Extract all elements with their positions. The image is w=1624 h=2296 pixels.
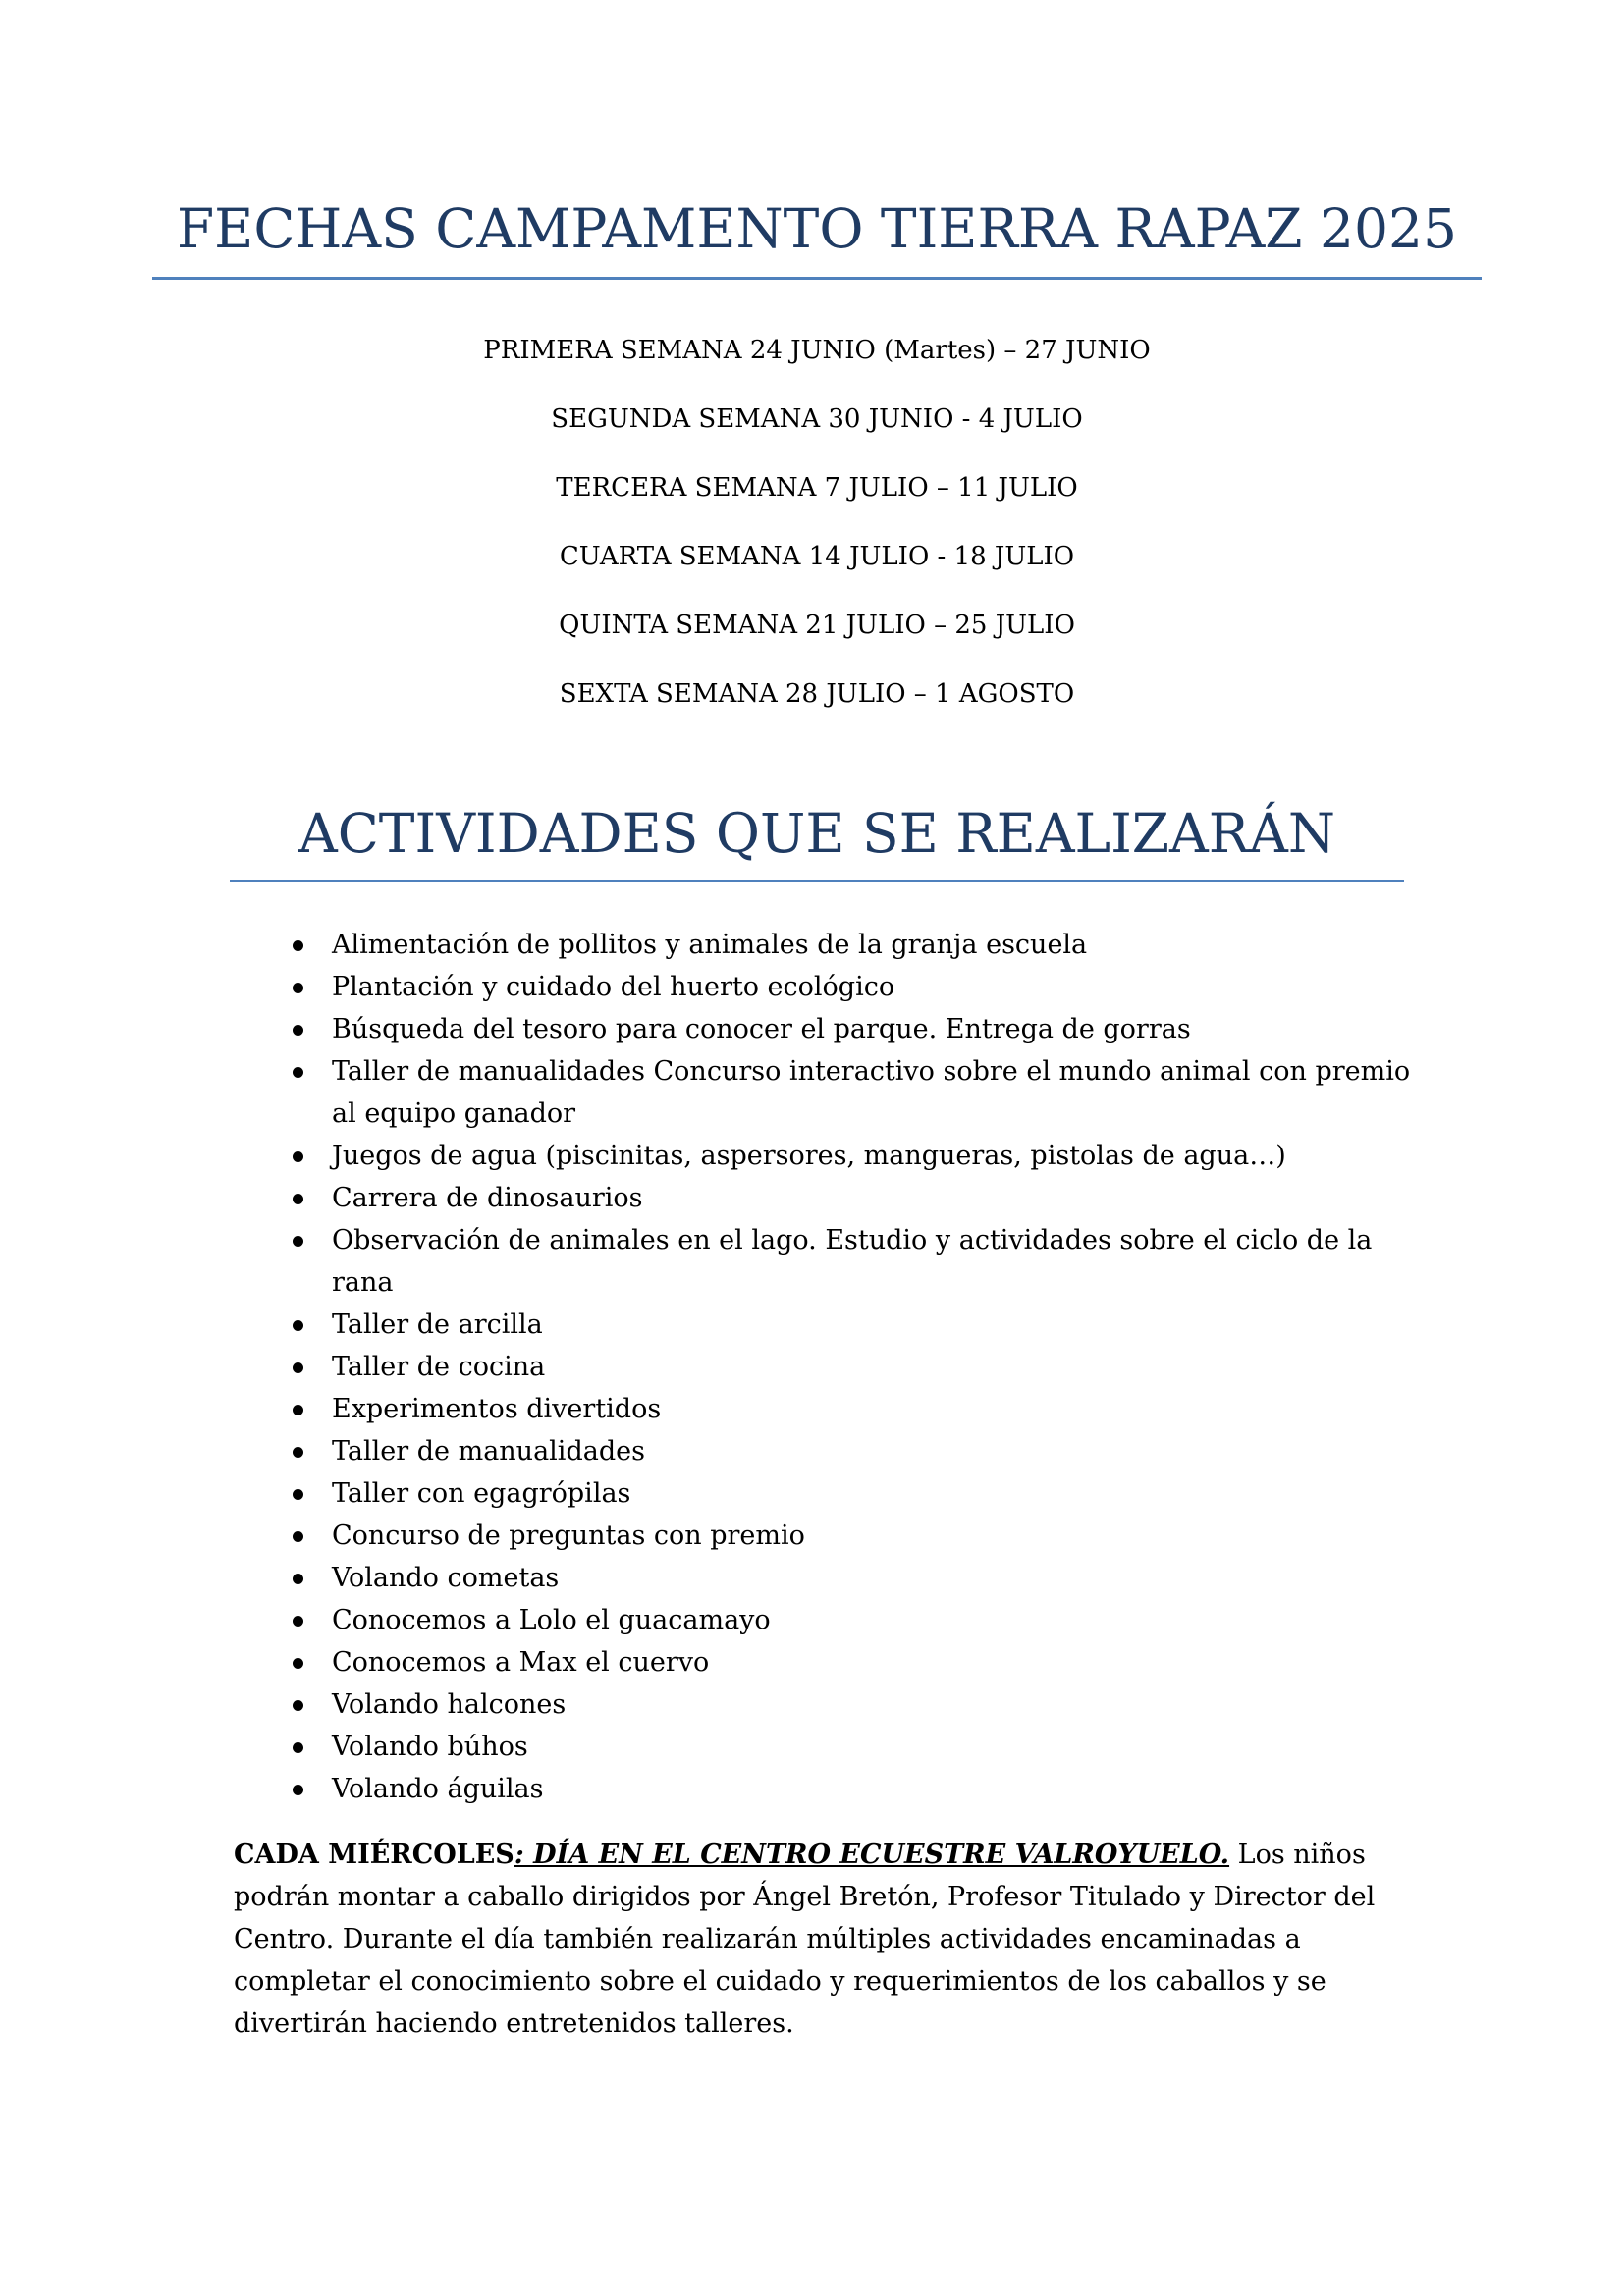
activity-item [234, 1599, 1412, 1641]
week-item: QUINTA SEMANA 21 JULIO – 25 JULIO [559, 611, 1075, 640]
bullet-icon [293, 1067, 303, 1078]
activity-item [234, 1177, 1412, 1219]
activity-label: Búsqueda del tesoro para conocer el parque. Entrega de gorras [332, 1014, 1191, 1044]
bullet-icon [293, 940, 303, 951]
activity-label: Conocemos a Max el cuervo [332, 1647, 710, 1678]
bullet-icon [293, 1742, 303, 1753]
bullet-icon [293, 1658, 303, 1669]
activity-label: Taller con egagrópilas [332, 1478, 631, 1509]
activity-label: Volando águilas [332, 1774, 544, 1804]
bullet-icon [293, 983, 303, 993]
activity-item [234, 1472, 1412, 1515]
dates-heading: FECHAS CAMPAMENTO TIERRA RAPAZ 2025 [177, 197, 1457, 260]
activity-label: Conocemos a Lolo el guacamayo [332, 1605, 771, 1635]
activity-item [234, 1304, 1412, 1346]
activity-label: Plantación y cuidado del huerto ecológico [332, 972, 895, 1002]
activity-item [234, 966, 1412, 1008]
wednesday-paragraph [234, 1834, 1402, 2045]
bullet-icon [293, 1531, 303, 1542]
activity-item [234, 1135, 1412, 1177]
activity-item [234, 1008, 1412, 1050]
bullet-icon [293, 1025, 303, 1036]
activity-label: Juegos de agua (piscinitas, aspersores, mangueras, pistolas de agua…) [332, 1141, 1286, 1171]
bullet-icon [293, 1194, 303, 1204]
bullet-icon [293, 1616, 303, 1627]
activity-label: Observación de animales en el lago. Estudio y actividades sobre el ciclo de la rana [332, 1225, 1373, 1298]
activity-label: Taller de manualidades [332, 1436, 645, 1467]
week-item: SEGUNDA SEMANA 30 JUNIO - 4 JULIO [551, 404, 1083, 434]
wednesday-lead: CADA MIÉRCOLES [234, 1840, 514, 1870]
activity-label: Experimentos divertidos [332, 1394, 662, 1424]
dates-heading-rule [152, 277, 1482, 280]
activity-label: Taller de manualidades Concurso interactivo sobre el mundo animal con premio al equipo ganador [332, 1056, 1411, 1129]
activity-label: Carrera de dinosaurios [332, 1183, 643, 1213]
activity-item [234, 1515, 1412, 1557]
activity-item [234, 1346, 1412, 1388]
activity-item [234, 1557, 1412, 1599]
week-item: PRIMERA SEMANA 24 JUNIO (Martes) – 27 JUNIO [483, 336, 1151, 365]
bullet-icon [293, 1320, 303, 1331]
bullet-icon [293, 1574, 303, 1584]
activity-label: Concurso de preguntas con premio [332, 1521, 805, 1551]
bullet-icon [293, 1405, 303, 1415]
activity-item [234, 924, 1412, 966]
activity-item [234, 1641, 1412, 1683]
activity-label: Volando halcones [332, 1689, 567, 1720]
activities-heading-rule [230, 880, 1404, 882]
week-item: CUARTA SEMANA 14 JULIO - 18 JULIO [559, 542, 1075, 571]
wednesday-highlight: : DÍA EN EL CENTRO ECUESTRE VALROYUELO. [514, 1840, 1230, 1870]
activity-label: Volando búhos [332, 1732, 528, 1762]
week-item: SEXTA SEMANA 28 JULIO – 1 AGOSTO [559, 679, 1075, 709]
bullet-icon [293, 1362, 303, 1373]
activity-item [234, 1430, 1412, 1472]
activity-label: Volando cometas [332, 1563, 560, 1593]
bullet-icon [293, 1785, 303, 1795]
bullet-icon [293, 1447, 303, 1458]
bullet-icon [293, 1236, 303, 1247]
activity-label: Taller de cocina [332, 1352, 546, 1382]
bullet-icon [293, 1151, 303, 1162]
activity-item [234, 1050, 1412, 1135]
bullet-icon [293, 1489, 303, 1500]
week-item: TERCERA SEMANA 7 JULIO – 11 JULIO [556, 473, 1078, 503]
activity-label: Taller de arcilla [332, 1309, 543, 1340]
activity-item [234, 1726, 1412, 1768]
activity-item [234, 1388, 1412, 1430]
wednesday-body: Los niños podrán montar a caballo dirigidos por Ángel Bretón, Profesor Titulado y Director del Centro. Durante el día también realizarán múltiples actividades encaminadas a completar el conocimiento sobre el cuidado y requerimientos de los caballos y se divertirán haciendo entretenidos talleres. [234, 1840, 1376, 2039]
activity-item [234, 1683, 1412, 1726]
activity-label: Alimentación de pollitos y animales de la granja escuela [332, 930, 1088, 960]
activity-item [234, 1768, 1412, 1810]
activities-list [234, 924, 1412, 1810]
bullet-icon [293, 1700, 303, 1711]
activities-heading: ACTIVIDADES QUE SE REALIZARÁN [298, 802, 1335, 865]
activity-item [234, 1219, 1412, 1304]
weeks-list [152, 316, 1482, 728]
